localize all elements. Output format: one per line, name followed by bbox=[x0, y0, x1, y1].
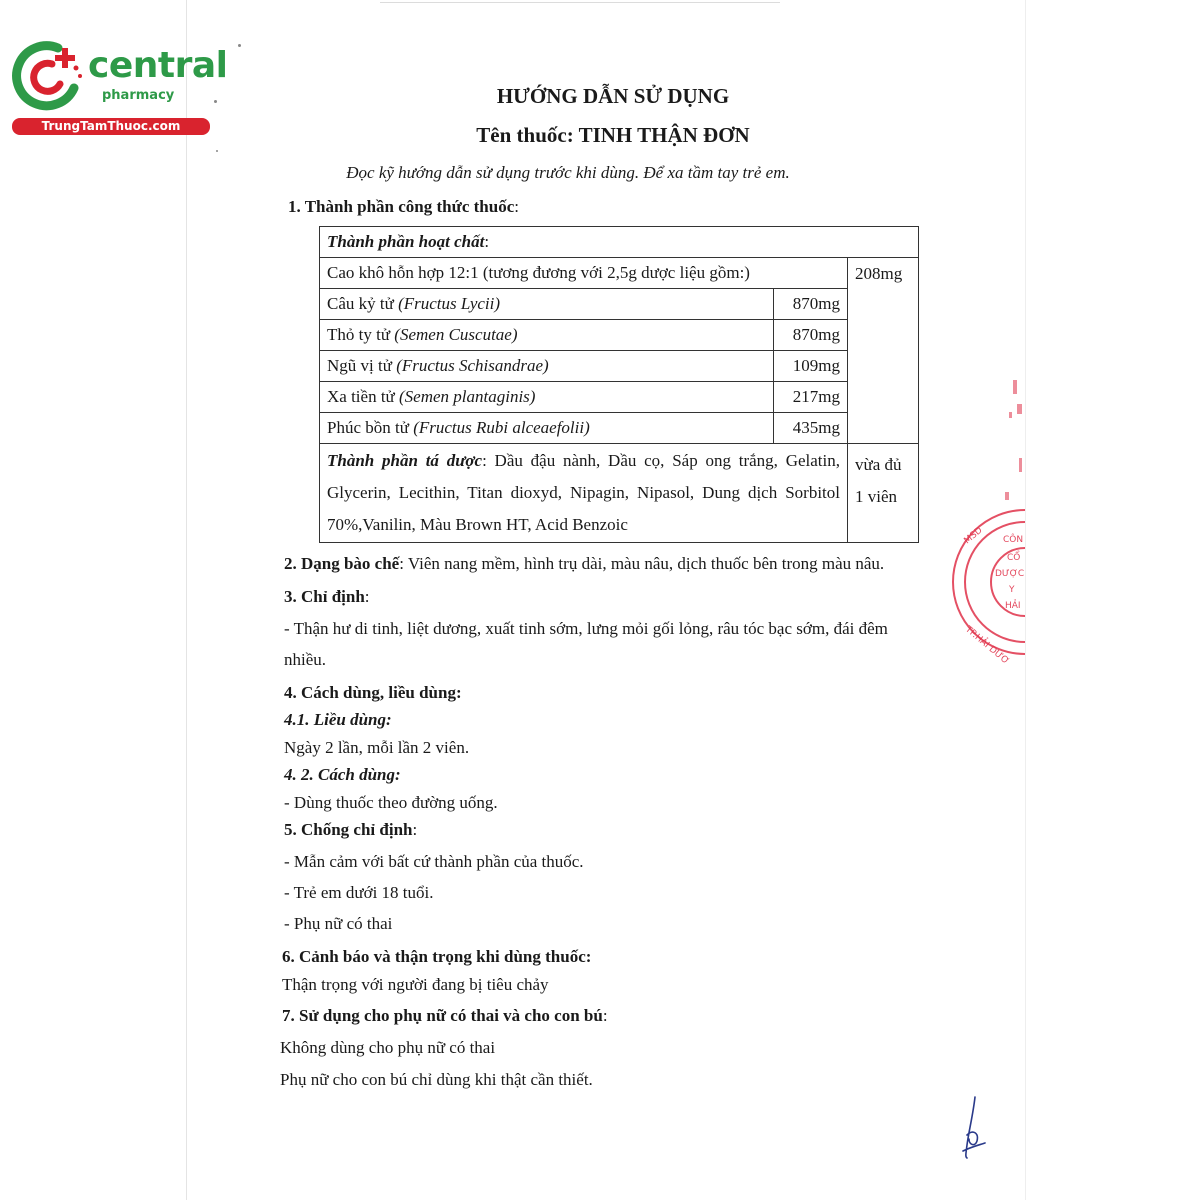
section-4-2-text: - Dùng thuốc theo đường uống. bbox=[284, 793, 498, 812]
section-2 bbox=[284, 553, 884, 575]
svg-text:CỔ: CỔ bbox=[1007, 553, 1021, 563]
svg-text:CÔN: CÔN bbox=[1003, 535, 1024, 545]
table-row bbox=[320, 382, 919, 413]
svg-text:MSD: MSD bbox=[962, 525, 985, 547]
section-6-heading: 6. Cảnh báo và thận trọng khi dùng thuốc: bbox=[282, 947, 592, 966]
herb-qty-cell: 109mg bbox=[774, 351, 848, 382]
herb-qty-cell: 435mg bbox=[774, 413, 848, 444]
section-1-heading-colon: : bbox=[514, 197, 519, 216]
section-5-heading-colon: : bbox=[412, 820, 418, 839]
section-5-heading bbox=[284, 819, 417, 841]
herb-latin-name: (Fructus Rubi alceaefolii) bbox=[413, 418, 590, 437]
logo-url-link[interactable]: TrungTamThuoc.com bbox=[12, 118, 210, 135]
section-3-heading bbox=[284, 586, 370, 608]
section-2-text: : Viên nang mềm, hình trụ dài, màu nâu, dịch thuốc bên trong màu nâu. bbox=[399, 554, 885, 573]
section-7-line: Phụ nữ cho con bú chỉ dùng khi thật cần thiết. bbox=[280, 1070, 593, 1089]
section-3-heading-text: 3. Chỉ định bbox=[284, 587, 365, 606]
excipients-label: Thành phần tá dược bbox=[327, 451, 483, 470]
section-7-heading-colon: : bbox=[602, 1006, 608, 1025]
herb-qty-cell: 217mg bbox=[774, 382, 848, 413]
document-title: HƯỚNG DẪN SỬ DỤNG bbox=[496, 84, 730, 108]
scan-speck bbox=[238, 44, 241, 47]
contraindication-item: - Phụ nữ có thai bbox=[284, 914, 393, 933]
herb-name: Ngũ vị tử bbox=[327, 356, 397, 375]
logo-brand-text: central bbox=[88, 45, 228, 86]
table-row bbox=[320, 258, 919, 289]
section-1-heading-text: 1. Thành phần công thức thuốc bbox=[288, 197, 515, 216]
active-ingredients-colon: : bbox=[484, 232, 490, 251]
section-3-text-line2: nhiều. bbox=[284, 650, 327, 669]
table-row bbox=[320, 351, 919, 382]
herb-latin-name: (Fructus Lycii) bbox=[398, 294, 501, 313]
herb-qty-cell: 870mg bbox=[774, 289, 848, 320]
section-5-heading-text: 5. Chống chỉ định bbox=[284, 820, 413, 839]
table-row bbox=[320, 227, 919, 258]
excipients-cell bbox=[320, 444, 848, 543]
scan-speck bbox=[216, 150, 218, 152]
section-7-line: Không dùng cho phụ nữ có thai bbox=[280, 1038, 496, 1057]
section-4-heading: 4. Cách dùng, liều dùng: bbox=[284, 683, 462, 702]
herb-latin-name: (Semen plantaginis) bbox=[399, 387, 536, 406]
active-ingredients-header-cell bbox=[320, 227, 919, 258]
svg-text:TP.HẢI DƯƠ: TP.HẢI DƯƠ bbox=[963, 624, 1011, 667]
table-row bbox=[320, 413, 919, 444]
section-7-heading bbox=[282, 1005, 608, 1027]
section-3-text-line1: - Thận hư di tinh, liệt dương, xuất tinh sớm, lưng mỏi gối lỏng, râu tóc bạc sớm, đái đêm bbox=[284, 619, 888, 638]
logo-sub-text: pharmacy bbox=[102, 88, 175, 103]
herb-name-cell bbox=[320, 382, 774, 413]
section-2-heading: 2. Dạng bào chế bbox=[284, 554, 400, 573]
table-row bbox=[320, 289, 919, 320]
herb-latin-name: (Semen Cuscutae) bbox=[394, 325, 518, 344]
section-1-heading bbox=[288, 196, 519, 218]
section-4-1-heading: 4.1. Liều dùng: bbox=[284, 710, 392, 729]
section-7-heading-text: 7. Sử dụng cho phụ nữ có thai và cho con bú bbox=[282, 1006, 603, 1025]
herb-latin-name: (Fructus Schisandrae) bbox=[396, 356, 549, 375]
contraindication-item: - Mẫn cảm với bất cứ thành phần của thuốc. bbox=[284, 852, 584, 871]
extract-cell: Cao khô hỗn hợp 12:1 (tương đương với 2,5g dược liệu gồm:) bbox=[320, 258, 848, 289]
section-4-2-heading: 4. 2. Cách dùng: bbox=[284, 765, 401, 784]
section-4-1-text: Ngày 2 lần, mỗi lần 2 viên. bbox=[284, 738, 470, 757]
table-row bbox=[320, 320, 919, 351]
herb-name: Xa tiền tử bbox=[327, 387, 400, 406]
excipients-qty-cell: vừa đủ 1 viên bbox=[848, 444, 919, 543]
section-3-heading-colon: : bbox=[364, 587, 370, 606]
herb-name-cell bbox=[320, 413, 774, 444]
herb-name: Phúc bồn tử bbox=[327, 418, 414, 437]
section-6-text: Thận trọng với người đang bị tiêu chảy bbox=[282, 975, 549, 994]
table-row bbox=[320, 444, 919, 543]
active-ingredients-label: Thành phần hoạt chất bbox=[327, 232, 485, 251]
svg-text:Y: Y bbox=[1009, 585, 1015, 595]
drug-name-title: Tên thuốc: TINH THẬN ĐƠN bbox=[476, 123, 750, 147]
herb-name: Thỏ ty tử bbox=[327, 325, 395, 344]
herb-qty-cell: 870mg bbox=[774, 320, 848, 351]
svg-text:DƯỢC: DƯỢC bbox=[995, 569, 1025, 579]
ingredient-table bbox=[319, 226, 919, 543]
company-stamp bbox=[945, 372, 1025, 672]
svg-text:HẢI: HẢI bbox=[1005, 601, 1021, 611]
extract-qty-cell: 208mg bbox=[848, 258, 919, 444]
herb-name-cell bbox=[320, 289, 774, 320]
herb-name-cell bbox=[320, 320, 774, 351]
contraindication-item: - Trẻ em dưới 18 tuổi. bbox=[284, 883, 434, 902]
herb-name: Câu kỷ tử bbox=[327, 294, 399, 313]
scan-top-line bbox=[380, 2, 780, 3]
excipients-text: : Dầu đậu nành, Dầu cọ, Sáp ong trắng, Gelatin, Glycerin, Lecithin, Titan dioxyd, Nipagin, Nipasol, Dung dịch Sorbitol 70%,Vanilin, Màu Brown HT, Acid Benzoic bbox=[327, 451, 840, 534]
herb-name-cell bbox=[320, 351, 774, 382]
signature-mark bbox=[955, 1095, 995, 1160]
usage-warning: Đọc kỹ hướng dẫn sử dụng trước khi dùng. Để xa tầm tay trẻ em. bbox=[346, 163, 790, 182]
